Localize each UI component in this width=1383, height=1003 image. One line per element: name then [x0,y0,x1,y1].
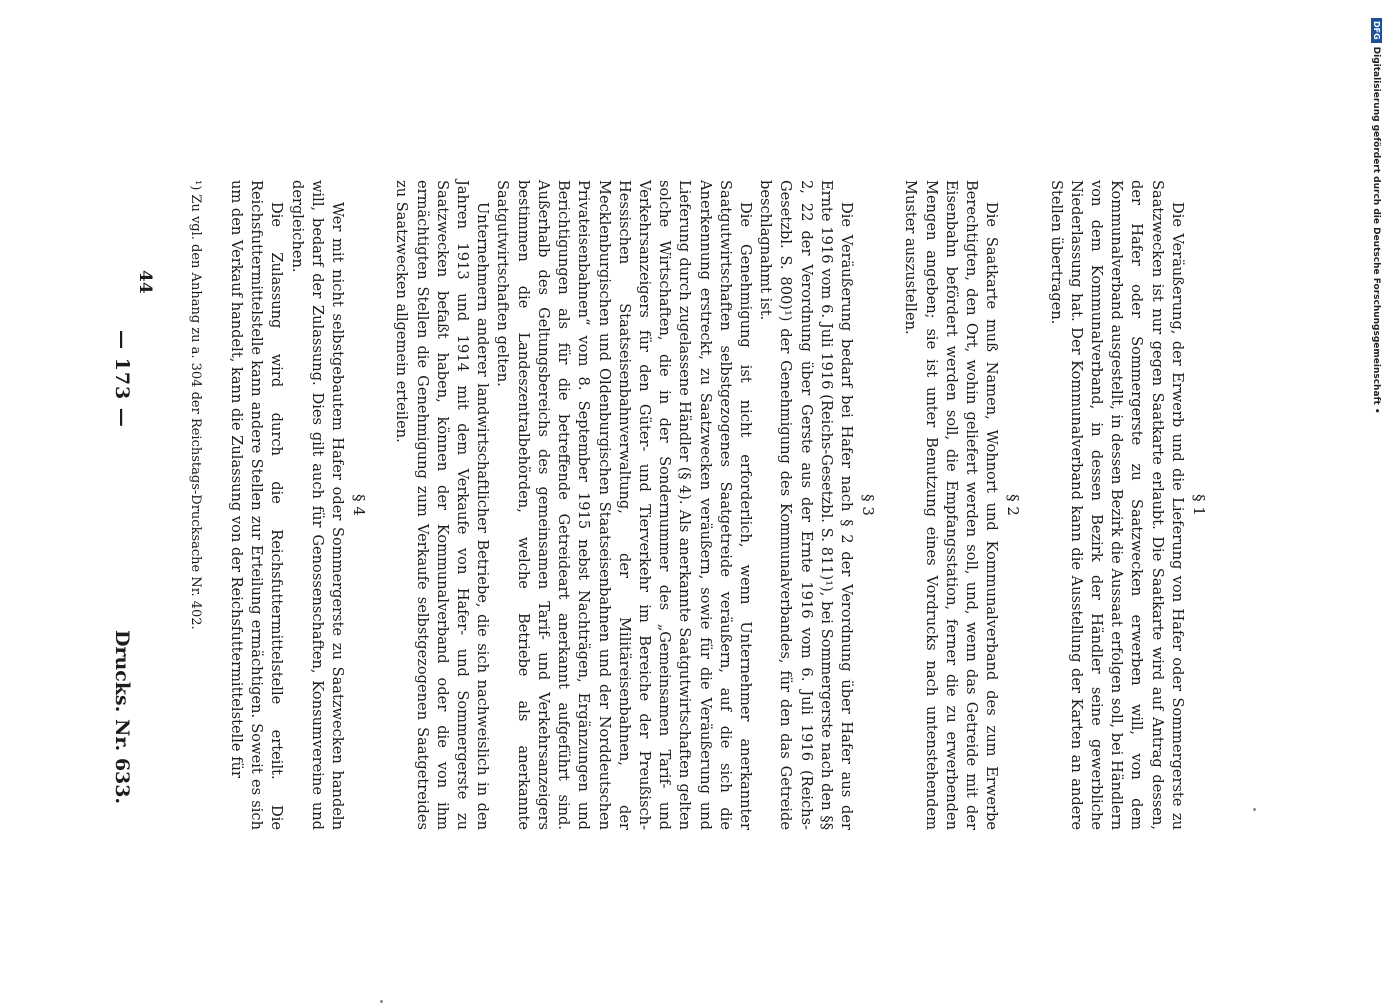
body-text [226,180,1215,830]
section-heading: § 1 [1190,494,1208,516]
page-header [97,180,133,820]
paragraph: Die Saatkarte muß Namen, Wohnort und Kommunalverband des zum Erwerbe Berechtigten, den Ort, wohin geliefert werden soll, und, wenn das Getreide mit der Eisenbahn befördert werden soll, die Empfangsstation, ferner die zu erwerbenden Mengen angeben; sie ist unter Benutzung eines Vordrucks nach untenstehendem Muster auszustellen. [902,180,1001,830]
paragraph: Die Zulassung wird durch die Reichsfuttermittelstelle erteilt. Die Reichsfuttermittelstelle kann andere Stellen zur Erteilung ermächtigen. Soweit es sich um den Verkauf handelt, kann die Zulassung von der Reichsfuttermittelstelle für [228,180,286,830]
paragraph: Die Veräußerung, der Erwerb und die Lieferung von Hafer oder Sommergerste zu Saatzwecken ist nur gegen Saatkarte erlaubt. Die Saatkarte wird auf Antrag dessen, der Hafer oder Sommergerste zu Saatzwecken erwerben will, von dem Kommunalverband ausgestellt, in dessen Bezirk die Aussaat erfolgen soll, bei Händlern von dem Kommunalverband, in dessen Bezirk der Händler seine gewerbliche Niederlassung hat. Der Kommunalverband kann die Ausstellung der Karten an andere Stellen übertragen. [1047,180,1186,830]
paragraph: Wer mit nicht selbstgebautem Hafer oder Sommergerste zu Saatzwecken handeln will, bedarf der Zulassung. Dies gilt auch für Genossenschaften, Konsumvereine und dergleichen. [288,180,347,830]
paper-speck [1253,808,1256,811]
document-reference: Drucks. Nr. 633. [111,630,133,805]
paragraph: Unternehmern anderer landwirtschaftlicher Betriebe, die sich nachweislich in den Jahren 1913 und 1914 mit dem Verkaufe von Hafer- und Sommergerste zu Saatzwecken befaßt haben, können der Kommunalverband oder die von ihm ermächtigten Stellen die Genehmigung zum Verkaufe selbstgezogenen Saatgetreides zu Saatzwecken allgemein erteilen. [393,180,492,830]
section-1 [1045,180,1209,830]
dfg-logo: DFG [1371,18,1382,43]
section-heading: § 4 [350,494,369,516]
section-heading: § 2 [1004,494,1023,516]
footnote: ¹) Zu vgl. den Anhang zu a. 304 der Reichstags-Drucksache Nr. 402. [188,180,203,630]
sheet-number: 44 [135,270,155,294]
credit-text: Digitalisierung gefördert durch die Deutsche Forschungsgemeinschaft • [1371,46,1382,414]
paragraph: Die Genehmigung ist nicht erforderlich, wenn Unternehmer anerkannter Saatgutwirtschaften selbstgezogenes Saatgetreide veräußern, auf die sich die Anerkennung erstreckt, zu Saatzwecken veräußern, sowie für die Veräußerung und Lieferung durch zugelassene Händler (§ 4). Als anerkannte Saatgutwirtschaften gelten solche Wirtschaften, die in der Sondernummer des „Gemeinsamen Tarif- und Verkehrsanzeigers für den Güter- und Tierverkehr im Bereiche der Preußisch-Hessischen Staatseisenbahnverwaltung, der Militäreisenbahnen, der Mecklenburgischen und Oldenburgischen Staatseisenbahnen und der Norddeutschen Privateisenbahnen“ vom 8. September 1915 nebst Nachträgen, Ergänzungen und Berichtigungen als für die betreffende Getreideart anerkannt aufgeführt sind. Außerhalb des Geltungsbereichs des gemeinsamen Tarif- und Verkehrsanzeigers bestimmen die Landeszentralbehörden, welche Betriebe als anerkannte Saatgutwirtschaften gelten. [494,180,754,830]
section-2 [900,180,1023,830]
section-heading: § 3 [859,494,878,516]
section-3 [391,180,878,830]
section-4 [226,180,369,830]
digitization-credit [1371,18,1382,414]
page-number: — 173 — [111,330,133,428]
paragraph: Die Veräußerung bedarf bei Hafer nach § 2 der Verordnung über Hafer aus der Ernte 1916 vom 6. Juli 1916 (Reichs-Gesetzbl. S. 811)¹), bei Sommergerste nach den §§ 2, 22 der Verordnung über Gerste aus der Ernte 1916 vom 6. Juli 1916 (Reichs-Gesetzbl. S. 800)¹) der Genehmigung des Kommunalverbandes, für den das Getreide beschlagnahmt ist. [757,180,855,830]
